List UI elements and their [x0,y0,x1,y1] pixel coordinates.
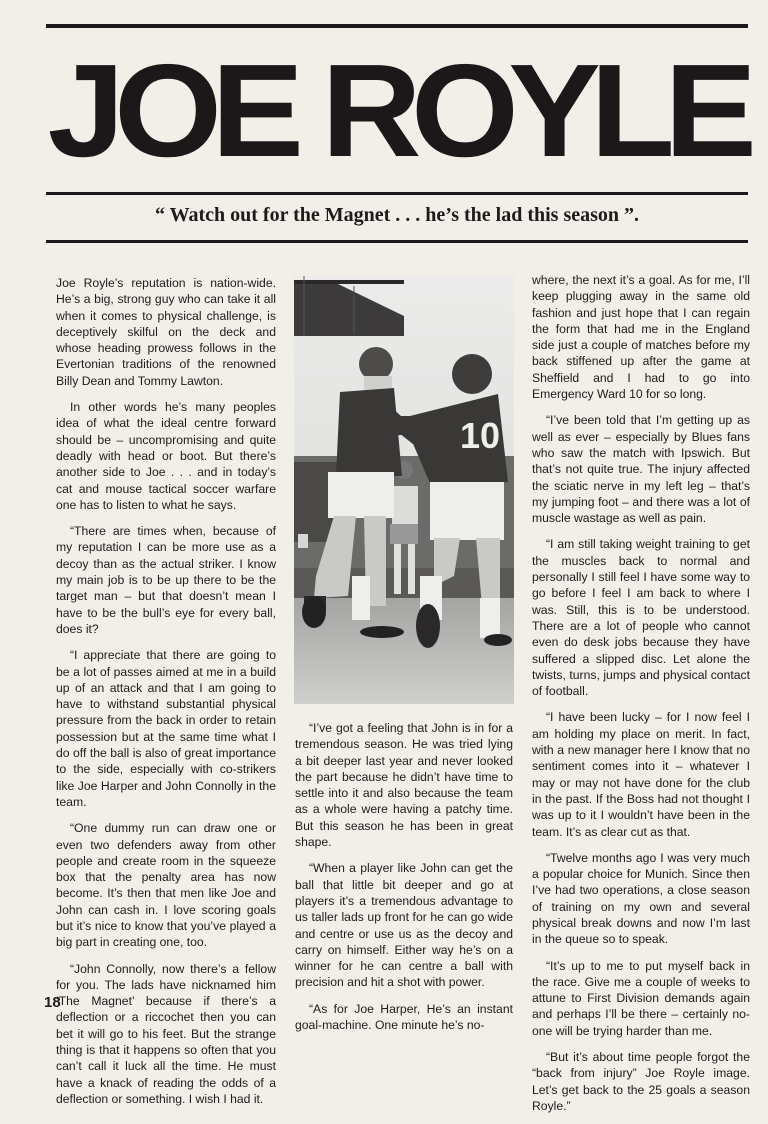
headline-quote: “ Watch out for the Magnet . . . he’s the lad this season ”. [154,204,640,226]
title-rule [46,192,748,195]
article-paragraph: “I’ve been told that I’m getting up as well as ever – especially by Blues fans who saw the match with Ipswich. But that’s not quite true. The injury affected the sciatic nerve in my left leg – that’s my jumping foot – and there was a lot of muscle wastage as well as pain. [532,413,750,526]
article-paragraph: “I’ve got a feeling that John is in for a tremendous season. He was tried lying a bit deeper last year and never looked the part because he didn’t have time to settle into it and also because the team as a whole were having a patchy time. But this season he has been in great shape. [295,721,513,850]
article-column-1 [56,275,276,1117]
footballers-photo-image [294,276,514,704]
match-photo [294,276,514,704]
article-paragraph: “Twelve months ago I was very much a popular choice for Munich. Since then I’ve had two operations, a close season of training on my own and several physical break downs and now I’m last in the queue so to speak. [532,850,750,947]
article-paragraph: where, the next it’s a goal. As for me, I’ll keep plugging away in the same old fashion and just hope that I can regain the form that had me in the England side just a couple of matches before my back stiffened up after the game at Sheffield and I had to go into Emergency Ward 10 for so long. [532,273,750,402]
article-paragraph: Joe Royle’s reputation is nation-wide. He’s a big, strong guy who can take it all when it comes to physical challenge, is deceptively skilful on the deck and whose heading prowess follows in the Evertonian traditions of the renowned Billy Dean and Tommy Lawton. [56,276,276,388]
article-column-3 [532,272,750,1124]
article-column-2 [295,720,513,1043]
page-title: JOE ROYLE [47,37,747,184]
article-paragraph: “I appreciate that there are going to be a lot of passes aimed at me in a build up of an attack and that I am going to have to withstand substantial physical pressure from the back in order to retain possession but at the same time what I do off the ball is also of great importance to the side, especially with co-strikers like Joe Harper and John Connolly in the team. [56,648,276,809]
article-paragraph: “But it’s about time people forgot the “back from injury” Joe Royle image. Let’s get back to the 25 goals a season Royle.” [532,1050,750,1113]
page-number: 18 [44,994,61,1011]
shirt-number-10: 10 [459,415,501,456]
article-paragraph: “John Connolly, now there’s a fellow for you. The lads have nicknamed him ‘The Magnet’ because if there’s a deflection or a riccochet then you can bet it will go to his feet. But the strange thing is that it happens so often that you can’t call it luck all the time. He must have a knack of reading the odds of a deflection or something. I wish I had it. [56,961,276,1106]
article-paragraph: “When a player like John can get the ball that little bit deeper and go at players it’s a tremendous advantage to us taller lads up front for he can go wide and centre or use us as the decoy and carry on himself. Either way he’s on a winner for he can centre a ball with precision and hit a shot with power. [295,861,513,990]
article-paragraph: “I am still taking weight training to get the muscles back to normal and personally I still feel I have some way to go before I feel I am back to where I was. Still, this is to be understood. There are a lot of people who cannot even do desk jobs because they have suffered a slipped disc. Let alone the twists, turns, jumps and physical contact of football. [532,537,750,699]
subtitle-rule [46,240,748,243]
top-rule [46,24,748,28]
article-paragraph: “There are times when, because of my reputation I can be more use as a decoy than as the actual striker. I know my main job is to be up there to be the target man – but that doesn’t mean I have to be the bull’s eye for every ball, does it? [56,524,276,636]
article-paragraph: “I have been lucky – for I now feel I am holding my place on merit. In fact, with a new manager here I know that no sentiment comes into it – whatever I may or may not have done for the club in the past. If the Boss had not thought I was up to it I wouldn’t have been in the team. It’s as clear cut as that. [532,710,750,839]
article-paragraph: In other words he’s many peoples idea of what the ideal centre forward should be – uncompromising and quite deadly with head or boot. But there’s another side to Joe . . . and in today’s cat and mouse tactical soccer warfare one has to listen to what he says. [56,400,276,512]
article-paragraph: “One dummy run can draw one or even two defenders away from other people and create room in the squeeze box that the penalty area has now become. It’s then that men like Joe and John can cash in. I love scoring goals but it’s nice to know that you’ve played a big part in creating one, too. [56,821,276,950]
article-paragraph: “It’s up to me to put myself back in the race. Give me a couple of weeks to attune to First Division demands again and perhaps I’ll be there – certainly no-one will be trying harder than me. [532,958,750,1038]
article-paragraph: “As for Joe Harper, He’s an instant goal-machine. One minute he’s no- [295,1001,513,1033]
